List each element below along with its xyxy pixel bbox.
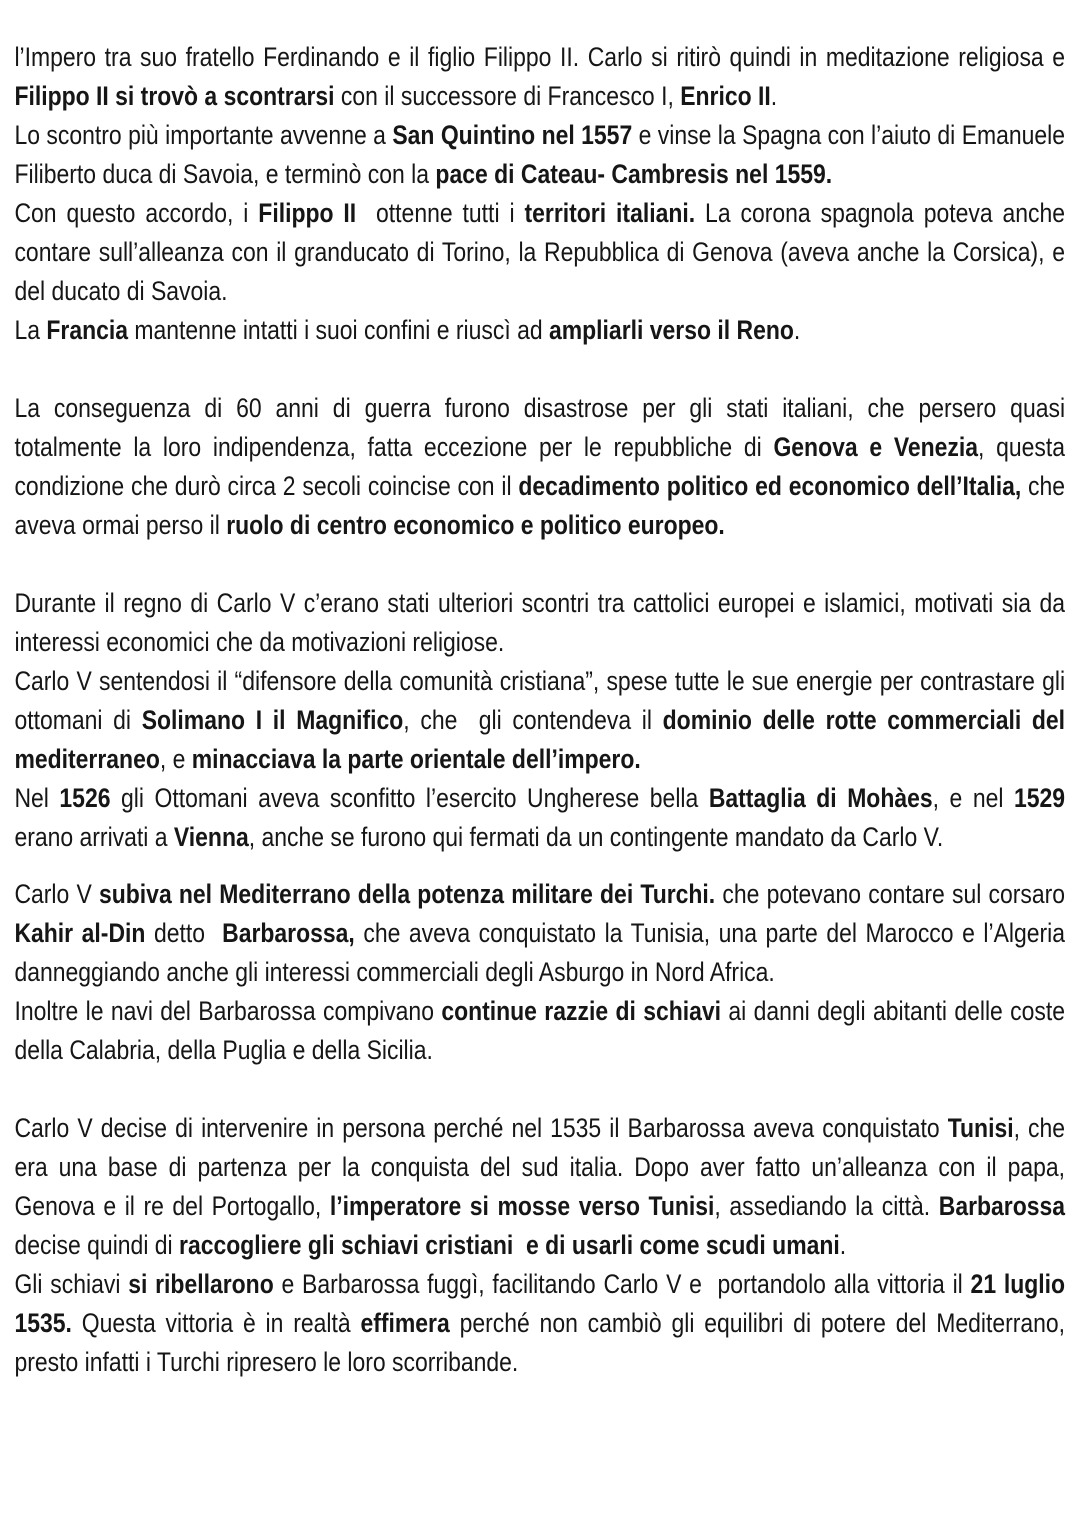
bold-text-run: ruolo di centro economico e politico europeo. — [226, 510, 725, 540]
text-run: l’Impero tra suo fratello Ferdinando e il figlio Filippo II. Carlo si ritirò quindi in meditazione religiosa e — [14, 42, 1072, 72]
text-run: e Barbarossa fuggì, facilitando Carlo V e portandolo alla vittoria il — [273, 1269, 971, 1299]
bold-text-run: Tunisi — [947, 1113, 1014, 1143]
bold-text-run: Battaglia di Mohàes — [708, 783, 933, 813]
bold-text-run: raccogliere gli schiavi cristiani e di usarli come scudi umani — [179, 1230, 840, 1260]
bold-text-run: 21 luglio 1535. — [14, 1269, 1072, 1338]
paragraph — [14, 992, 1072, 1070]
bold-text-run: San Quintino nel 1557 — [392, 120, 633, 150]
text-run: . — [839, 1230, 847, 1260]
paragraph — [14, 875, 1072, 992]
bold-text-run: Genova e Venezia — [773, 432, 979, 462]
bold-text-run: Filippo II si trovò a scontrarsi — [14, 81, 335, 111]
text-run: con il successore di Francesco I, — [334, 81, 681, 111]
text-run: Durante il regno di Carlo V c’erano stati ulteriori scontri tra cattolici europei e islamici, motivati sia da interessi economici che da motivazioni religiose. — [14, 588, 1072, 657]
text-run: che aveva conquistato la Tunisia, una parte del Marocco e l’Algeria danneggiando anche gli interessi commerciali degli Asburgo in Nord Africa. — [14, 918, 1072, 987]
text-run: . — [793, 315, 801, 345]
text-run: La corona spagnola poteva anche contare sull’alleanza con il granducato di Torino, la Repubblica di Genova (aveva anche la Corsica), e del ducato di Savoia. — [14, 198, 1072, 306]
text-run: mantenne intatti i suoi confini e riuscì ad — [128, 315, 549, 345]
paragraph — [14, 389, 1072, 545]
bold-text-run: Barbarossa, — [222, 918, 355, 948]
bold-text-run: pace di Cateau- Cambresis nel 1559. — [435, 159, 833, 189]
bold-text-run: ampliarli verso il Reno — [548, 315, 794, 345]
text-run: Carlo V — [14, 879, 99, 909]
text-run: . — [770, 81, 778, 111]
paragraph — [14, 116, 1072, 194]
bold-text-run: Filippo II — [258, 198, 357, 228]
bold-text-run: minacciava la parte orientale dell’impero. — [191, 744, 641, 774]
text-run: La — [14, 315, 47, 345]
paragraph — [14, 662, 1072, 779]
text-run: e vinse la Spagna con l’aiuto di Emanuele Filiberto duca di Savoia, e terminò con la — [14, 120, 1072, 189]
bold-text-run: effimera — [360, 1308, 450, 1338]
bold-text-run: continue razzie di schiavi — [441, 996, 722, 1026]
paragraph — [14, 38, 1072, 116]
bold-text-run: Kahir al-Din — [14, 918, 146, 948]
text-run: , anche se furono qui fermati da un contingente mandato da Carlo V. — [248, 822, 944, 852]
paragraph — [14, 584, 1072, 662]
text-run: Questa vittoria è in realtà — [71, 1308, 361, 1338]
paragraph — [14, 194, 1072, 311]
bold-text-run: Barbarossa — [938, 1191, 1066, 1221]
text-run: ai danni degli abitanti delle coste della Calabria, della Puglia e della Sicilia. — [14, 996, 1072, 1065]
text-run: perché non cambiò gli equilibri di potere del Mediterrano, presto infatti i Turchi ripresero le loro scorribande. — [14, 1308, 1072, 1377]
bold-text-run: l’imperatore si mosse verso Tunisi — [329, 1191, 715, 1221]
text-run: , questa condizione che durò circa 2 secoli coincise con il — [14, 432, 1072, 501]
bold-text-run: 1526 — [59, 783, 111, 813]
bold-text-run: decadimento politico ed economico dell’Italia, — [518, 471, 1022, 501]
bold-text-run: 1529 — [1014, 783, 1066, 813]
bold-text-run: Francia — [46, 315, 129, 345]
text-run: , che gli contendeva il — [403, 705, 663, 735]
text-run: Carlo V sentendosi il “difensore della comunità cristiana”, spese tutte le sue energie per contrastare gli ottomani di — [14, 666, 1072, 735]
text-run: erano arrivati a — [14, 783, 1072, 852]
bold-text-run: Enrico II — [680, 81, 771, 111]
text-run: che potevano contare sul corsaro — [715, 879, 1072, 909]
paragraph — [14, 1265, 1072, 1382]
text-run: , e nel — [932, 783, 1015, 813]
text-run: Carlo V decise di intervenire in persona perché nel 1535 il Barbarossa aveva conquistato — [14, 1113, 948, 1143]
text-run: Lo scontro più importante avvenne a — [14, 120, 393, 150]
paragraph — [14, 779, 1072, 857]
text-run: Nel — [14, 783, 60, 813]
bold-text-run: si ribellarono — [128, 1269, 274, 1299]
text-run: Con questo accordo, i — [14, 198, 259, 228]
text-run: Inoltre le navi del Barbarossa compivano — [14, 996, 442, 1026]
text-run: decise quindi di — [14, 1191, 1072, 1260]
text-run: ottenne tutti i — [356, 198, 525, 228]
paragraph — [14, 311, 1065, 350]
text-run: La conseguenza di 60 anni di guerra furono disastrose per gli stati italiani, che persero quasi totalmente la loro indipendenza, fatta eccezione per le repubbliche di — [14, 393, 1072, 462]
text-run: , che era una base di partenza per la conquista del sud italia. Dopo aver fatto un’alleanza con il papa, Genova e il re del Portogallo, — [14, 1113, 1072, 1221]
bold-text-run: Vienna — [173, 822, 249, 852]
bold-text-run: subiva nel Mediterrano della potenza militare dei Turchi. — [98, 879, 716, 909]
bold-text-run: Solimano I il Magnifico — [141, 705, 404, 735]
bold-text-run: dominio delle rotte commerciali del mediterraneo — [14, 705, 1072, 774]
paragraph — [14, 1109, 1072, 1265]
text-run: che aveva ormai perso il — [14, 471, 1072, 540]
text-run: gli Ottomani aveva sconfitto l’esercito Ungherese bella — [110, 783, 709, 813]
bold-text-run: territori italiani. — [524, 198, 696, 228]
text-run: , e — [159, 744, 192, 774]
text-run: , assediando la città. — [714, 1191, 939, 1221]
text-run: Gli schiavi — [14, 1269, 129, 1299]
text-run: detto — [145, 918, 223, 948]
